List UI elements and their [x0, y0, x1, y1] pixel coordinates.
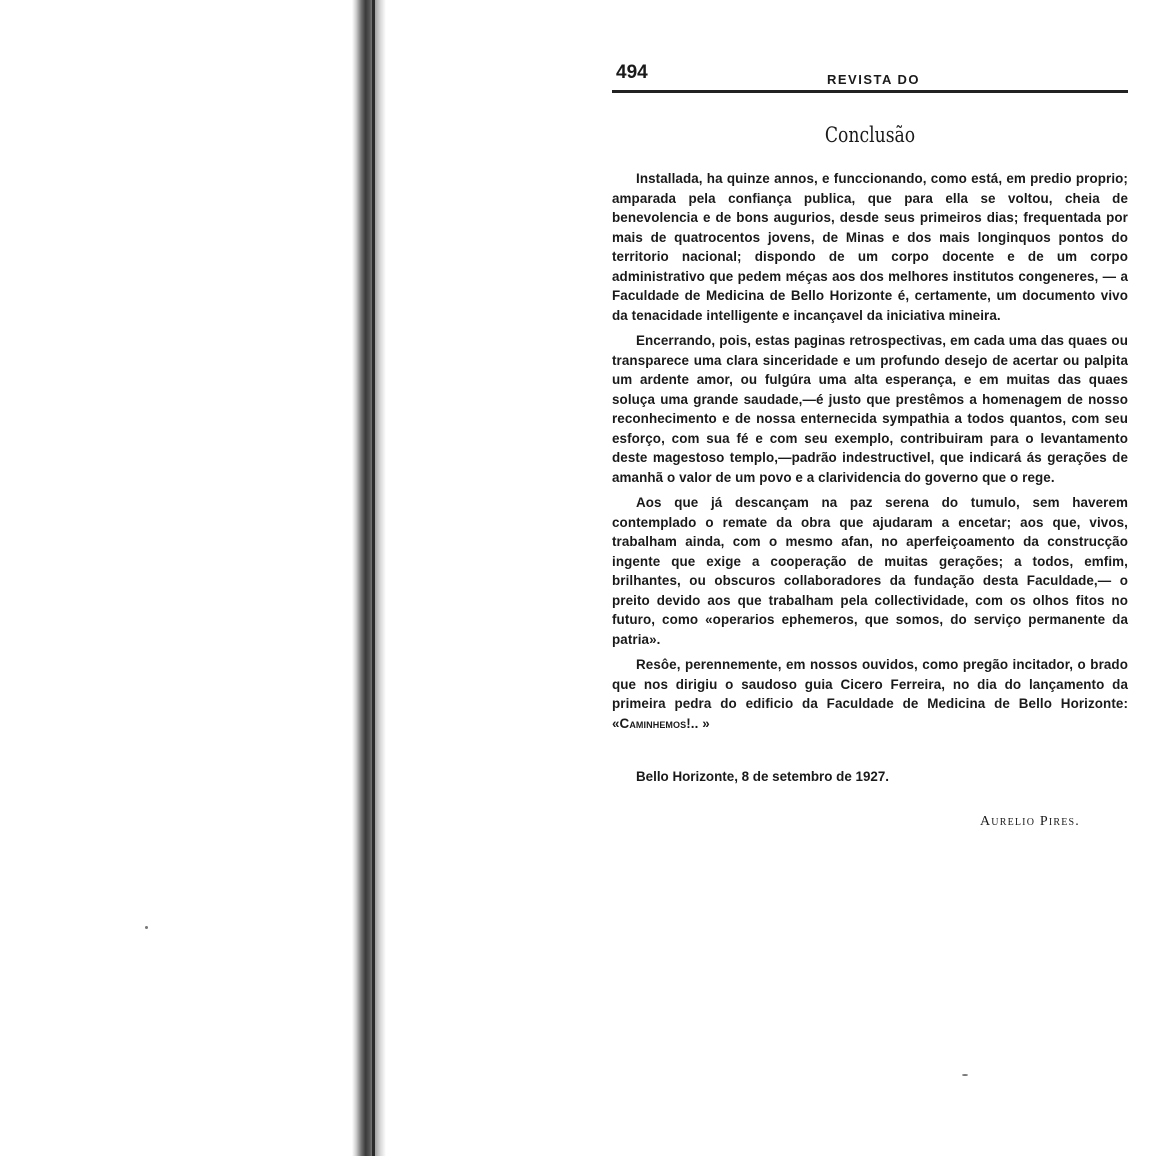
document-page [612, 58, 1128, 830]
scan-speck [145, 926, 148, 929]
author-signature: Aurelio Pires. [979, 814, 1080, 829]
paragraph: Encerrando, pois, estas paginas retrospectivas, em cada uma das quaes ou transparece uma clara sinceridade e um profundo desejo de acertar ou palpita um ardente amor, ou fulgúra uma alta esperança, e em muitas das quaes soluça uma grande saudade,—é justo que prestêmos a homenagem de nosso reconhecimento e de nossa enternecida sympathia a todos quantos, com seu esforço, com sua fé e com seu exemplo, contribuiram para o levantamento deste magestoso templo,—padrão indestructivel, que indicará ás gerações de amanhã o valor de um povo e a clarividencia do governo que o rege. [612, 333, 1128, 485]
dateline: Bello Horizonte, 8 de setembro de 1927. [636, 769, 890, 784]
paragraph: Aos que já descançam na paz serena do tumulo, sem haverem contemplado o remate da obra que ajudaram a encetar; aos que, vivos, trabalham ainda, com o mesmo afan, no aperfeiçoamento da construcção ingente que exige a cooperação de muitas gerações; a todos, emfim, brilhantes, ou obscuros collaboradores da fundação desta Faculdade,— o preito devido aos que trabalham pela collectividade, com os olhos fitos no futuro, como «operarios ephemeros, que somos, do serviço permanente da patria». [612, 495, 1128, 647]
paragraph-text: Resôe, perennemente, em nossos ouvidos, como pregão incitador, o brado que nos dirigiu o saudoso guia Cicero Ferreira, no dia do lançamento da primeira pedra do edificio da Faculdade de Medicina de Bello Horizonte: [612, 657, 1128, 711]
journal-title: REVISTA DO [827, 72, 921, 87]
scan-speck [962, 1074, 968, 1076]
quoted-exclamation: «Caminhemos!.. » [612, 715, 710, 731]
paragraph [612, 655, 1128, 733]
book-gutter [352, 0, 386, 1156]
spine-line [372, 0, 375, 1156]
paragraph: Installada, ha quinze annos, e funccionando, como está, em predio proprio; amparada pela confiança publica, que para ella se voltou, cheia de benevolencia e de bons augurios, desde seus primeiros dias; frequentada por mais de quatrocentos jovens, de Minas e dos mais longinquos pontos do territorio nacional; dispondo de um corpo docente e de um corpo administrativo que pedem méças aos dos melhores institutos congeneres, — a Faculdade de Medicina de Bello Horizonte é, certamente, um documento vivo da tenacidade intelligente e incançavel da iniciativa mineira. [612, 171, 1128, 323]
page-number: 494 [616, 62, 648, 83]
running-header [612, 58, 1128, 93]
section-title: Conclusão [824, 123, 916, 147]
